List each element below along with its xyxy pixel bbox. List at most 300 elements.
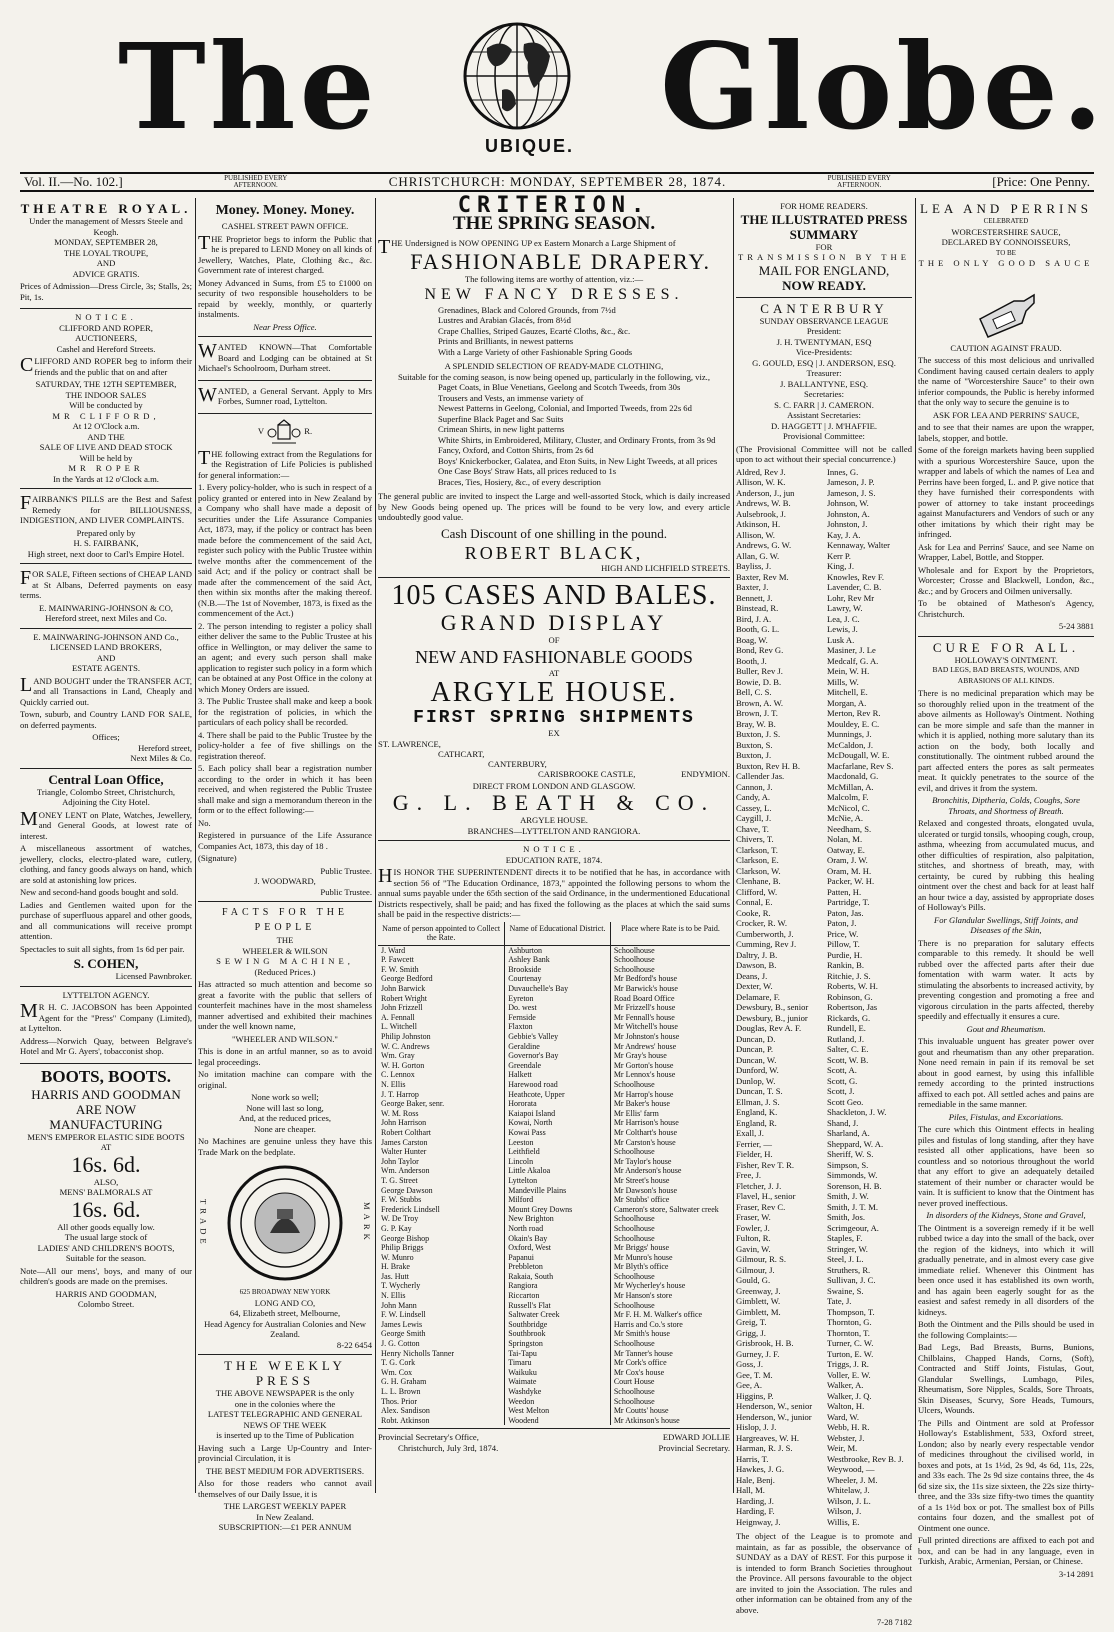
- district-cell: Ashley Bank: [505, 955, 611, 965]
- collector-name-cell: George Baker, senr.: [378, 1099, 505, 1109]
- committee-member: Boag, W.: [736, 634, 768, 645]
- table-row: [378, 1032, 730, 1042]
- committee-member: Connal, E.: [736, 897, 773, 907]
- table-row: [378, 1147, 730, 1157]
- ship-list: [378, 739, 730, 781]
- ad-text: DIRECT FROM LONDON AND GLASGOW.: [472, 780, 636, 791]
- column-1: [20, 198, 192, 1493]
- ad-text: 5. Each policy shall bear a registration number according to the order in which it has been received, and when registered the Public Trustee shall make and sign a memorandum thereon in the form or to the effect following:—: [198, 763, 372, 815]
- table-row: [378, 1416, 730, 1426]
- committee-member: Duncan, P.: [736, 1044, 773, 1054]
- ad-reference: 3-14 2891: [1058, 1568, 1094, 1579]
- ad-text: Some of the foreign markets having been supplied with a spurious Worcestershire Sauce, upon the wrapper and labels of which the names of Lea and Perrins have been forged, L. and P. give notice that they have furnished their correspondents with power of attorney to take instant proceedings against Manufacturers and Vendors of such or any other imitations by which their right may be infringed.: [918, 445, 1094, 539]
- collector-name-cell: N. Ellis: [378, 1080, 505, 1090]
- payment-place-cell: Mr Barwick's house: [613, 984, 678, 994]
- committee-member: Binstead, R.: [736, 603, 779, 613]
- lea-perrins-ad: [918, 198, 1094, 637]
- ad-heading: CAUTION AGAINST FRAUD.: [950, 342, 1062, 353]
- ad-text: No imitation machine can compare with the original.: [198, 1069, 372, 1090]
- payment-place-cell: Mr Carston's house: [613, 1137, 676, 1147]
- ad-text: Full printed directions are affixed to each pot and box, and can be had in any language, even in Turkish, Arabic, Armenian, Persian, or Chinese.: [918, 1535, 1094, 1566]
- committee-member: Deans, J.: [736, 970, 768, 981]
- district-cell: Timaru: [505, 1358, 611, 1368]
- table-row: [378, 1368, 730, 1378]
- ad-text: Hereford street, next Miles and Co.: [45, 613, 167, 623]
- committee-member: Fraser, W.: [736, 1212, 771, 1222]
- column-rule: [733, 198, 734, 1493]
- column-4: [736, 198, 912, 1627]
- committee-member: Pillow, T.: [827, 939, 860, 949]
- ad-text: LATEST TELEGRAPHIC AND GENERAL: [207, 1409, 363, 1419]
- committee-member: Johnston, A.: [827, 508, 870, 519]
- district-cell: Prebbleton: [505, 1262, 611, 1272]
- collector-name-cell: T. G. Street: [378, 1176, 505, 1186]
- committee-member: Booth, G. L.: [736, 624, 780, 634]
- committee-member: Scott, W. B.: [827, 1054, 869, 1065]
- ad-text: LONG AND CO,: [254, 1297, 316, 1308]
- ad-heading: GRAND DISPLAY: [440, 610, 668, 635]
- committee-list: [736, 467, 912, 1528]
- district-cell: Mount Grey Downs: [505, 1205, 611, 1215]
- committee-member: Robertson, Jas: [827, 1002, 878, 1012]
- committee-member: Mitchell, E.: [827, 687, 868, 697]
- committee-member: Packer, W. H.: [827, 876, 875, 886]
- committee-member: Goss, J.: [736, 1359, 763, 1369]
- collector-name-cell: Walter Hunter: [378, 1147, 505, 1157]
- ad-text: ASK FOR LEA AND PERRINS' SAUCE,: [932, 409, 1080, 420]
- ad-text: HIS HONOR THE SUPERINTENDENT directs it to be notified that he has, in accordance with section 56 of "The Education Ordinance, 1873," appointed the following persons to whom the annual sums payable under the 65th section of the said Ordinance, in the undermentioned Educational Districts respectively, shall be paid; and has fixed the following as the places at which the said sums shall be paid in the respective districts:—: [378, 865, 730, 919]
- payment-place-cell: Mr Munro's house: [613, 1252, 673, 1262]
- payment-place-cell: Mr Taylor's house: [613, 1156, 672, 1166]
- payment-place-cell: Schoolhouse: [613, 1271, 655, 1281]
- ad-heading: FIRST SPRING SHIPMENTS: [413, 708, 695, 728]
- ad-text: THE LOYAL TROUPE,: [63, 247, 149, 258]
- committee-member: Merton, Rev R.: [827, 708, 881, 718]
- ad-text: Note—All our mens', boys, and many of our children's goods are made on the premises.: [20, 1265, 192, 1286]
- table-row: [378, 1176, 730, 1186]
- committee-member: Lohr, Rev Mr: [827, 592, 875, 603]
- district-cell: Kaiapoi Island: [505, 1109, 611, 1119]
- committee-member: Buller, Rev J.: [736, 666, 783, 676]
- boots-price: 16s. 6d.: [71, 1151, 141, 1177]
- ad-text: HIGH AND LICHFIELD STREETS.: [601, 562, 730, 573]
- committee-member: Harman, R. J. S.: [736, 1443, 793, 1453]
- payment-place-cell: Mr Lennox's house: [613, 1070, 676, 1080]
- table-row: [378, 1387, 730, 1397]
- ad-text: E. MAINWARING-JOHNSON & CO,: [39, 602, 173, 613]
- committee-member: Gee, T. M.: [736, 1369, 773, 1380]
- payment-place-cell: Schoolhouse: [613, 955, 655, 965]
- table-row: [378, 1166, 730, 1176]
- committee-member: Andrews, G. W.: [736, 540, 792, 550]
- payment-place-cell: Mr Cox's house: [613, 1367, 665, 1377]
- ad-text: SEWING MACHINE,: [216, 956, 354, 966]
- ad-text: FOR HOME READERS.: [780, 201, 868, 211]
- table-row: [378, 1051, 730, 1061]
- committee-member: Willis, E.: [827, 1516, 860, 1527]
- payment-place-cell: Mr Smith's house: [613, 1329, 670, 1339]
- land-brokers-ad: [20, 629, 192, 769]
- committee-member: Cooke, R.: [736, 907, 771, 918]
- committee-member: Ferrier, —: [736, 1138, 772, 1149]
- ad-heading: NOTICE.: [75, 312, 137, 322]
- district-cell: Weedon: [505, 1397, 611, 1407]
- payment-place-cell: Mr Gorton's house: [613, 1060, 674, 1070]
- committee-member: McCaldon, J.: [827, 739, 874, 750]
- ad-text: No.: [198, 817, 211, 828]
- ad-text: TO BE: [996, 248, 1016, 257]
- district-cell: New Brighton: [505, 1214, 611, 1224]
- table-row: [378, 1301, 730, 1311]
- collector-name-cell: H. Brake: [378, 1262, 505, 1272]
- payment-place-cell: Schoolhouse: [613, 1147, 655, 1157]
- list-item: Newest Patterns in Geelong, Colonial, and Imported Tweeds, from 22s 6d: [438, 403, 692, 413]
- committee-member: Ellman, J. S.: [736, 1096, 780, 1107]
- wanted-known-ad: [198, 337, 372, 381]
- district-cell: Harewood road: [505, 1080, 611, 1090]
- ad-text: Public Trustee.: [320, 886, 372, 897]
- district-cell: Papanui: [505, 1253, 611, 1263]
- column-2: [198, 198, 372, 1532]
- committee-member: Andrews, W. B.: [736, 498, 791, 508]
- committee-member: Clarkson, T.: [736, 844, 778, 855]
- criterion-heading: CRITERION.: [457, 193, 651, 218]
- district-cell: Mandeville Plains: [505, 1186, 611, 1196]
- ad-text: Town, suburb, and Country LAND FOR SALE, on deferred payments.: [20, 709, 192, 730]
- committee-member: Dewsbury, B., junior: [736, 1012, 808, 1023]
- collector-name-cell: Wm. Anderson: [378, 1166, 505, 1176]
- ad-heading: CURE FOR ALL.: [932, 639, 1080, 655]
- ad-heading: THEATRE ROYAL.: [20, 201, 192, 216]
- committee-member: Sullivan, J. C.: [827, 1275, 876, 1285]
- committee-member: Dawson, B.: [736, 960, 777, 970]
- committee-member: Gavin, W.: [736, 1243, 771, 1254]
- district-cell: Duvauchelle's Bay: [505, 984, 611, 994]
- ad-text: CELEBRATED: [983, 217, 1029, 225]
- district-cell: Greendale: [505, 1061, 611, 1071]
- ad-text: 64, Elizabeth street, Melbourne,: [229, 1308, 341, 1318]
- committee-member: Gilmour, R. S.: [736, 1254, 787, 1264]
- committee-member: Weir, M.: [827, 1443, 858, 1453]
- table-row: [378, 1022, 730, 1032]
- masthead: [0, 0, 1114, 170]
- committee-member: Aulsebrook, J.: [736, 508, 786, 519]
- ad-text: 1. Every policy-holder, who is such in respect of a policy granted or entered into in New Zealand by a Company who shall have made a deposit of securities under the Life Assurance Companies Act, 1873, may, if the policy or contract has been made before the commencement of the said Act, register such policy with the Public Trustee within twelve months after the commencement of the said Act; and if the policy or contract shall be made after the commencement of the said Act, then within six months after the making thereof. (N.B.—The 1st of November, 1873, is fixed as the commencement of the Act.): [198, 482, 372, 618]
- ad-subheading: Piles, Fistulas, and Excoriations.: [948, 1111, 1064, 1122]
- ad-text: THE: [276, 935, 294, 945]
- ad-text: Treasurer:: [806, 368, 842, 378]
- committee-member: Cumberworth, J.: [736, 928, 794, 939]
- table-row: [378, 945, 730, 955]
- table-row: [378, 1281, 730, 1291]
- table-row: [378, 1061, 730, 1071]
- ad-text: Relaxed and congested throats, elongated uvula, ulcerated or turgid tonsils, whooping cough, croup, asthma, wheezing from accumulated mucus, and other difficulties of respiration, also palpitation, stitches, and shortness of breath, may, with certainty, be cured by rubbing this healing ointment over the chest and back for at least half an hour twice a day, assisted by appropriate doses of Holloway's Pills.: [918, 818, 1094, 912]
- district-cell: Kowai Pass: [505, 1128, 611, 1138]
- district-cell: Eyreton: [505, 994, 611, 1004]
- committee-member: Dunford, W.: [736, 1065, 779, 1075]
- committee-member: Free, J.: [736, 1170, 762, 1180]
- district-cell: Waimate: [505, 1377, 611, 1387]
- collector-name-cell: F. W. Lindsell: [378, 1310, 505, 1320]
- ad-text: Spectacles to suit all sights, from 1s 6d per pair.: [20, 943, 185, 954]
- payment-place-cell: Mr Gray's house: [613, 1051, 667, 1061]
- ad-text: SALE OF LIVE AND DEAD STOCK: [39, 442, 173, 452]
- table-row: [378, 1320, 730, 1330]
- collector-name-cell: Jas. Hutt: [378, 1272, 505, 1282]
- collector-name-cell: John Barwick: [378, 984, 505, 994]
- committee-member: Buxton, Rev H. B.: [736, 760, 800, 771]
- ad-text: AUCTIONEERS,: [75, 333, 137, 343]
- table-row: [378, 984, 730, 994]
- committee-member: Whitelaw, J.: [827, 1485, 870, 1495]
- ad-text: Has attracted so much attention and become so great a favorite with the public that sellers of counterfeit machines have in the most shameless manner advertised and exhibited their machines under the well known name,: [198, 979, 372, 1031]
- ad-text: All other goods equally low.: [57, 1221, 155, 1232]
- committee-member: Paton, Jas.: [827, 907, 864, 918]
- ad-text: OF: [548, 635, 560, 645]
- clifford-roper-ad: [20, 309, 192, 489]
- ad-text: Offices;: [92, 732, 120, 742]
- committee-member: Heignway, J.: [736, 1516, 781, 1527]
- committee-member: Hawkes, J. G.: [736, 1464, 784, 1474]
- ad-text: ESTATE AGENTS.: [71, 663, 141, 673]
- list-item: Grenadines, Black and Colored Grounds, from 7½d: [438, 304, 616, 315]
- collector-name-cell: N. Ellis: [378, 1291, 505, 1301]
- ad-heading: NEW AND FASHIONABLE GOODS: [415, 646, 693, 667]
- collector-name-cell: George Smith: [378, 1329, 505, 1339]
- trade-label: TRADE: [198, 1198, 209, 1248]
- committee-member: Dexter, W.: [736, 981, 773, 991]
- district-cell: Hororata: [505, 1099, 611, 1109]
- committee-member: Cannon, J.: [736, 781, 773, 792]
- royal-crest-icon: [266, 417, 302, 447]
- table-row: [378, 1195, 730, 1205]
- ad-text: Under the management of Messrs Steele and Keogh.: [29, 216, 183, 237]
- committee-member: Johnston, J.: [827, 519, 868, 529]
- ad-text: (The Provisional Committee will not be called upon to act without their special concurrence.): [736, 443, 912, 464]
- collector-name-cell: W. H. Gorton: [378, 1061, 505, 1071]
- committee-member: Mein, W. H.: [827, 666, 870, 676]
- column-rule: [375, 198, 376, 1493]
- collector-name-cell: W. C. Andrews: [378, 1042, 505, 1052]
- committee-member: Harding, J.: [736, 1495, 774, 1506]
- ad-heading: SUMMARY: [789, 226, 859, 242]
- collector-name-cell: John Frizzell: [378, 1003, 505, 1013]
- table-row: [378, 1406, 730, 1416]
- committee-member: Sorenson, H. B.: [827, 1180, 882, 1191]
- committee-member: Salter, C. E.: [827, 1044, 869, 1054]
- committee-member: England, K.: [736, 1107, 778, 1117]
- payment-place-cell: Schoolhouse: [613, 945, 655, 955]
- committee-member: Nolan, M.: [827, 834, 863, 844]
- payment-place-cell: Schoolhouse: [613, 1214, 655, 1224]
- committee-member: Higgins, P.: [736, 1390, 774, 1401]
- ad-text: HARRIS AND GOODMAN: [31, 1086, 181, 1102]
- ad-subheading: For Glandular Swellings, Stiff Joints, and Diseases of the Skin,: [934, 914, 1078, 935]
- divider: [378, 1428, 730, 1429]
- committee-member: Lusk A.: [827, 634, 855, 645]
- district-cell: Little Akaloa: [505, 1166, 611, 1176]
- ad-text: 2. The person intending to register a policy shall either deliver the same to the Public Trustee at his office in Wellington, or may deliver the same to an agent; and every such person shall make application to register such policy in a form which can be obtained at any Post Office in the colony at which Money Orders are issued.: [198, 620, 372, 694]
- ad-subheading: Gout and Rheumatism.: [966, 1023, 1046, 1034]
- ad-text: SUBSCRIPTION:—£1 PER ANNUM: [218, 1522, 352, 1532]
- ad-reference: 8-22 6454: [336, 1339, 372, 1350]
- ad-text: TRANSMISSION BY THE: [738, 252, 910, 262]
- ad-text: Public Trustee.: [320, 865, 372, 876]
- payment-place-cell: Mr Dawson's house: [613, 1185, 678, 1195]
- committee-member: McDougall, W. E.: [827, 750, 890, 760]
- payment-place-cell: Mr Johnston's house: [613, 1032, 680, 1042]
- district-cell: Riccarton: [505, 1291, 611, 1301]
- collector-name-cell: W. Munro: [378, 1253, 505, 1263]
- collector-name-cell: George Dawson: [378, 1186, 505, 1196]
- committee-member: Robinson, G.: [827, 991, 873, 1002]
- ad-text: Triangle, Colombo Street, Christchurch,: [36, 786, 176, 797]
- payment-place-cell: Schoolhouse: [613, 1396, 655, 1406]
- ad-text: Colombo Street.: [77, 1299, 135, 1309]
- ad-reference: 5-24 3881: [1058, 621, 1094, 631]
- table-row: [378, 1349, 730, 1359]
- committee-member: Allison, W. K.: [736, 477, 786, 487]
- list-item: Crimean Shirts, in new light patterns: [438, 424, 565, 434]
- committee-member: King, J.: [827, 561, 854, 571]
- list-item: Prints and Brilliants, in newest patterns: [438, 336, 574, 346]
- committee-member: Fulton, R.: [736, 1233, 771, 1243]
- committee-member: Lawry, W.: [827, 603, 863, 613]
- committee-member: Kay, J. A.: [827, 529, 861, 540]
- district-cell: Lyttelton: [505, 1176, 611, 1186]
- clothing-list: [378, 382, 730, 487]
- ad-text: At 12 O'Clock a.m.: [72, 421, 140, 431]
- ad-text: THE Proprietor begs to inform the Public that he is prepared to LEND Money on all kinds of Jewellery, Watches, Plate, Clothing &c., &c. Government rate of interest charged.: [198, 231, 372, 275]
- ad-text: Provisional Committee:: [783, 431, 865, 441]
- column-rule: [915, 198, 916, 1493]
- table-row: [378, 1310, 730, 1320]
- ad-text: DECLARED BY CONNOISSEURS,: [941, 237, 1071, 247]
- table-row: [378, 1128, 730, 1138]
- ad-text: Suitable for the season.: [65, 1253, 147, 1263]
- collector-name-cell: Robert Wright: [378, 994, 505, 1004]
- payment-place-cell: Mr Colthart's house: [613, 1127, 678, 1137]
- committee-member: Baxter, Rev M.: [736, 571, 789, 582]
- committee-member: Bennett, J.: [736, 592, 773, 603]
- table-row: [378, 955, 730, 965]
- collector-name-cell: W. M. Ross: [378, 1109, 505, 1119]
- ad-text: No Machines are genuine unless they have this Trade Mark on the bedplate.: [198, 1136, 372, 1157]
- ad-text: Will be held by: [79, 452, 133, 463]
- ad-text: NEWS OF THE WEEK: [243, 1419, 327, 1430]
- life-policies-notice: [198, 414, 372, 903]
- collector-name-cell: P. Fawcett: [378, 955, 505, 965]
- committee-member: Triggs, J. R.: [827, 1359, 869, 1369]
- ad-text: The Ointment is a sovereign remedy if it be well rubbed twice a day into the small of the back, over the region of the kidneys, into which it will gradually penetrate, and in almost every case give immediate relief. Whenever this Ointment has been once used it has established its own worth, and has again been eagerly sought for as the easiest and safest remedy in all disorders of the kidneys.: [918, 1222, 1094, 1317]
- committee-member: Walker, A.: [827, 1380, 864, 1390]
- committee-member: Clenhane, B.: [736, 876, 781, 886]
- ad-text: Also for those readers who cannot avail themselves of our Daily Issue, it is: [198, 1478, 372, 1499]
- ad-text: MR CLIFFORD,: [52, 410, 160, 421]
- table-row: [378, 1099, 730, 1109]
- committee-member: Rickards, G.: [827, 1012, 871, 1023]
- ad-text: Ask for Lea and Perrins' Sauce, and see Name on Wrapper, Label, Bottle, and Stopper.: [918, 541, 1094, 562]
- ad-text: Hereford street,: [138, 742, 192, 753]
- ad-text: Next Miles & Co.: [130, 753, 192, 763]
- ad-text: H. S. FAIRBANK,: [73, 538, 139, 548]
- committee-member: Allison, W.: [736, 529, 775, 540]
- ad-heading: LEA AND PERRINS: [920, 201, 1092, 216]
- district-cell: Gebbie's Valley: [505, 1032, 611, 1042]
- collector-name-cell: Henry Nicholls Tanner: [378, 1349, 505, 1359]
- committee-member: Thompson, T.: [827, 1306, 875, 1317]
- table-row: [378, 1013, 730, 1023]
- committee-member: Webb, H. R.: [827, 1422, 870, 1432]
- ad-text: MEN'S EMPEROR ELASTIC SIDE BOOTS: [27, 1131, 185, 1142]
- ad-text: Suitable for the coming season, is now being opened up, particularly in the following, viz.,: [398, 371, 710, 382]
- education-rate-table: [378, 922, 730, 1426]
- committee-member: Cumming, Rev J.: [736, 939, 797, 949]
- collector-name-cell: Robt. Atkinson: [378, 1416, 505, 1426]
- committee-member: Chave, T.: [736, 823, 769, 834]
- district-cell: Saltwater Creek: [505, 1310, 611, 1320]
- list-item: Crape Challies, Striped Gauzes, Ecarté Cloths, &c., &c.: [438, 325, 631, 336]
- ship-name: ENDYMION.: [681, 768, 730, 779]
- table-row: [378, 974, 730, 984]
- payment-place-cell: Mr Briggs' house: [613, 1243, 670, 1253]
- ad-text: (Signature): [198, 853, 237, 863]
- committee-member: Lewis, J.: [827, 624, 858, 634]
- weekly-press-ad: [198, 1355, 372, 1537]
- committee-member: Baxter, J.: [736, 582, 769, 592]
- ad-text: J. H. TWENTYMAN, ESQ: [776, 336, 872, 347]
- ad-heading: Central Loan Office,: [48, 771, 164, 787]
- district-cell: Governor's Bay: [505, 1051, 611, 1061]
- committee-member: Gimblett, M.: [736, 1306, 781, 1317]
- ad-text: J. WOODWARD,: [254, 876, 316, 886]
- committee-member: Hargreaves, W. H.: [736, 1432, 800, 1443]
- payment-place-cell: Court House: [613, 1377, 655, 1387]
- collector-name-cell: Wm. Gray: [378, 1051, 505, 1061]
- committee-member: Dunlop, W.: [736, 1075, 776, 1086]
- committee-member: Simmonds, W.: [827, 1170, 878, 1180]
- district-cell: Waikuku: [505, 1368, 611, 1378]
- ad-text: The cure which this Ointment effects in healing piles and fistulas of long standing, after they have resisted all other applications, have been so countless and so notorious throughout the world that any effort to give an adequately detailed statement of their number or character would be vain. It is sufficient to know that the Ointment has never proved ineffectious.: [918, 1124, 1094, 1208]
- ad-heading: NOTICE.: [523, 844, 585, 854]
- table-row: [378, 965, 730, 975]
- ad-heading: NEW FANCY DRESSES.: [424, 285, 684, 303]
- ad-text: CASHEL STREET PAWN OFFICE.: [221, 221, 349, 231]
- ad-text: Cashel and Hereford Streets.: [56, 343, 156, 354]
- committee-member: Clarkson, W.: [736, 865, 781, 876]
- committee-member: Masiner, J. Le: [827, 645, 876, 655]
- list-item: Fancy, Oxford, and Cotton Shirts, from 2s 6d: [438, 445, 594, 455]
- ad-text: WORCESTERSHIRE SAUCE,: [951, 226, 1061, 237]
- committee-member: Fisher, Rev T. R.: [736, 1159, 795, 1170]
- ad-text: Assistant Secretaries:: [787, 410, 861, 420]
- committee-member: Roberts, W. H.: [827, 981, 878, 991]
- column-3: [378, 193, 730, 1493]
- committee-member: Smith, J. W.: [827, 1191, 869, 1201]
- ad-text: ADVICE GRATIS.: [72, 268, 140, 279]
- committee-member: Kennaway, Walter: [827, 540, 891, 550]
- collector-name-cell: J. T. Harrop: [378, 1090, 505, 1100]
- education-rate-notice: [378, 841, 730, 1457]
- committee-member: Lea, J. C.: [827, 613, 860, 624]
- ad-heading: SUNDAY OBSERVANCE LEAGUE: [759, 315, 889, 326]
- committee-member: Price, W.: [827, 928, 859, 939]
- payment-place-cell: Schoolhouse: [613, 964, 655, 974]
- committee-member: Jameson, J. P.: [827, 477, 875, 487]
- ad-reference: 7-28 7182: [876, 1617, 912, 1627]
- boots-price: 16s. 6d.: [71, 1196, 141, 1222]
- ad-text: Near Press Office.: [253, 321, 317, 332]
